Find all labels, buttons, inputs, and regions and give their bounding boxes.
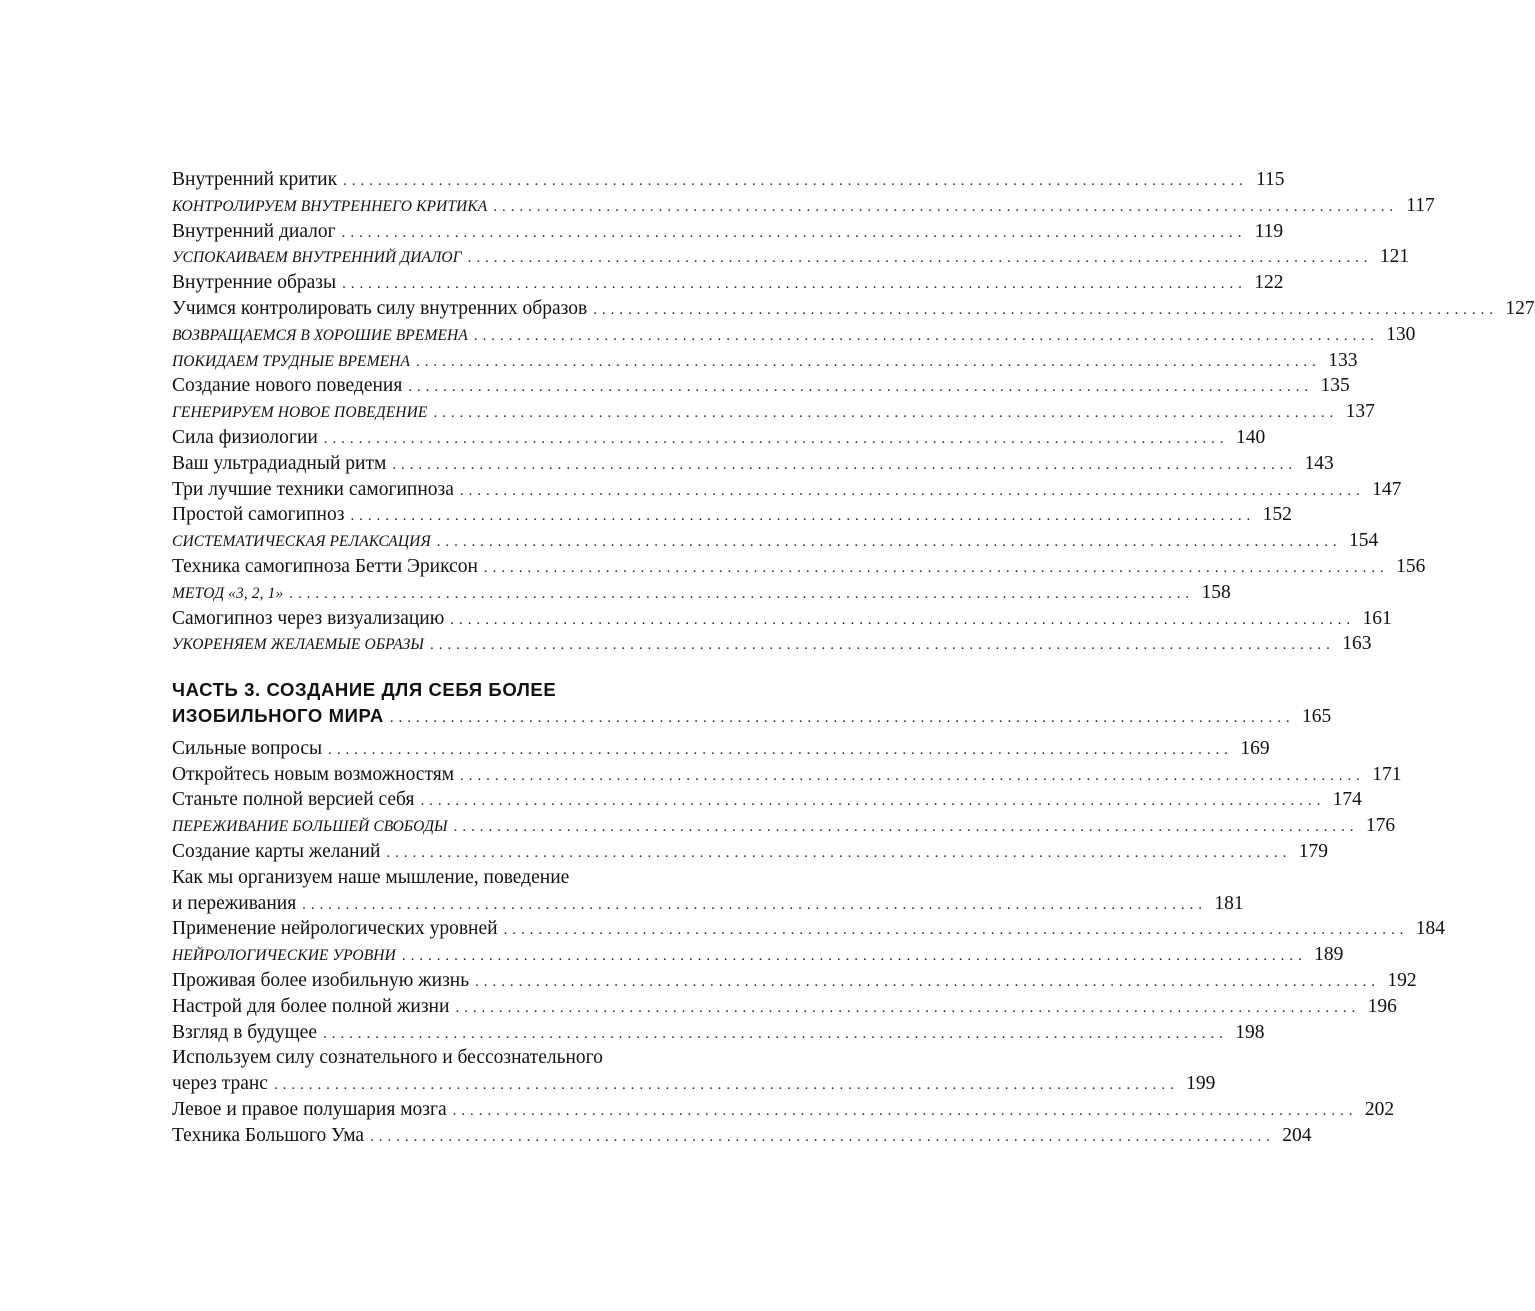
dot-leader bbox=[402, 944, 1302, 970]
toc-entry-title-line-1: Используем силу сознательного и бессознательного bbox=[172, 1047, 603, 1069]
dot-leader bbox=[350, 504, 1250, 530]
toc-entry-title: через транс bbox=[172, 1073, 268, 1095]
toc-entry-page: 127 bbox=[1505, 297, 1535, 319]
dot-leader bbox=[370, 1125, 1270, 1151]
toc-entry-title: Взгляд в будущее bbox=[172, 1021, 317, 1043]
toc-entry-title: ВОЗВРАЩАЕМСЯ В ХОРОШИЕ ВРЕМЕНА bbox=[172, 326, 468, 344]
toc-entry-page: 140 bbox=[1235, 426, 1266, 448]
toc-entry-two-line[interactable] bbox=[172, 1045, 1216, 1097]
dot-leader bbox=[474, 324, 1374, 350]
toc-entry[interactable] bbox=[172, 193, 1435, 219]
dot-leader bbox=[593, 298, 1493, 324]
dot-leader bbox=[390, 706, 1290, 732]
toc-entry-page: 147 bbox=[1372, 478, 1402, 500]
toc-entry[interactable] bbox=[172, 606, 1392, 632]
toc-entry-title: Учимся контролировать силу внутренних образов bbox=[172, 297, 588, 319]
toc-entry-title: Простой самогипноз bbox=[172, 504, 345, 526]
toc-entry-title: Применение нейрологических уровней bbox=[172, 918, 498, 940]
toc-entry-page: 204 bbox=[1282, 1124, 1312, 1146]
part-heading-line-1: ЧАСТЬ 3. СОЗДАНИЕ ДЛЯ СЕБЯ БОЛЕЕ bbox=[172, 679, 557, 701]
toc-entry[interactable] bbox=[172, 399, 1375, 425]
dot-leader bbox=[493, 195, 1393, 221]
toc-entry-title: Внутренний критик bbox=[172, 169, 338, 190]
dot-leader bbox=[484, 556, 1384, 582]
dot-leader bbox=[386, 841, 1286, 867]
toc-entry[interactable] bbox=[172, 580, 1231, 606]
toc-group-a bbox=[172, 167, 1535, 657]
toc-entry-page: 181 bbox=[1214, 892, 1244, 914]
dot-leader bbox=[342, 221, 1242, 247]
toc-entry-page: 189 bbox=[1314, 944, 1344, 966]
toc-entry-page: 133 bbox=[1328, 349, 1358, 371]
toc-entry-page: 202 bbox=[1364, 1098, 1395, 1120]
toc-entry-title: Сильные вопросы bbox=[172, 737, 323, 759]
toc-entry[interactable] bbox=[172, 528, 1379, 554]
toc-entry-page: 163 bbox=[1342, 633, 1372, 655]
toc-entry-title: ГЕНЕРИРУЕМ НОВОЕ ПОВЕДЕНИЕ bbox=[172, 404, 428, 422]
toc-entry-title: Техника самогипноза Бетти Эриксон bbox=[172, 555, 478, 577]
toc-entry[interactable] bbox=[172, 296, 1535, 322]
toc-entry-title: УСПОКАИВАЕМ ВНУТРЕННИЙ ДИАЛОГ bbox=[172, 249, 462, 267]
toc-entry[interactable] bbox=[172, 1123, 1312, 1149]
dot-leader bbox=[454, 815, 1354, 841]
toc-entry-title: Проживая более изобильную жизнь bbox=[172, 969, 470, 991]
dot-leader bbox=[430, 633, 1330, 659]
toc-entry-title: и переживания bbox=[172, 892, 297, 914]
dot-leader bbox=[450, 608, 1350, 634]
toc-entry-page: 176 bbox=[1365, 815, 1396, 837]
toc-entry-title: Внутренние образы bbox=[172, 272, 337, 294]
toc-entry[interactable] bbox=[172, 762, 1402, 788]
toc-entry-title: УКОРЕНЯЕМ ЖЕЛАЕМЫЕ ОБРАЗЫ bbox=[172, 636, 425, 654]
dot-leader bbox=[453, 1099, 1353, 1125]
dot-leader bbox=[475, 970, 1375, 996]
dot-leader bbox=[274, 1073, 1174, 1099]
dot-leader bbox=[416, 350, 1316, 376]
toc-entry[interactable] bbox=[172, 787, 1362, 813]
toc-entry[interactable] bbox=[172, 477, 1402, 503]
toc-entry-title: МЕТОД «3, 2, 1» bbox=[172, 584, 284, 602]
toc-entry-page: 179 bbox=[1298, 840, 1328, 862]
toc-entry-title: ПЕРЕЖИВАНИЕ БОЛЬШЕЙ СВОБОДЫ bbox=[172, 818, 448, 836]
dot-leader bbox=[437, 530, 1337, 556]
dot-leader bbox=[504, 918, 1404, 944]
toc-entry[interactable] bbox=[172, 942, 1344, 968]
toc-entry[interactable] bbox=[172, 502, 1292, 528]
toc-entry-page: 198 bbox=[1235, 1021, 1265, 1043]
toc-entry-page: 192 bbox=[1387, 969, 1417, 991]
toc-entry-page: 130 bbox=[1386, 323, 1416, 345]
toc-entry-title: Ваш ультрадиадный ритм bbox=[172, 452, 387, 474]
toc-entry-page: 137 bbox=[1345, 401, 1375, 423]
toc-entry-title: Станьте полной версией себя bbox=[172, 789, 415, 811]
dot-leader bbox=[408, 375, 1308, 401]
toc-entry-title: Внутренний диалог bbox=[172, 220, 336, 242]
toc-entry-title-line-2 bbox=[172, 1071, 1216, 1097]
toc-entry-title-line-1: Как мы организуем наше мышление, поведение bbox=[172, 866, 570, 888]
toc-entry-page: 117 bbox=[1406, 194, 1435, 216]
toc-entry[interactable] bbox=[172, 736, 1270, 762]
toc-entry[interactable] bbox=[172, 994, 1397, 1020]
toc-entry-title: Создание карты желаний bbox=[172, 840, 381, 862]
toc-entry-title: Три лучшие техники самогипноза bbox=[172, 478, 454, 500]
toc-entry[interactable] bbox=[172, 1097, 1395, 1123]
toc-entry[interactable] bbox=[172, 451, 1334, 477]
dot-leader bbox=[343, 169, 1243, 195]
toc-entry-page: 165 bbox=[1302, 705, 1332, 727]
toc-entry-two-line[interactable] bbox=[172, 865, 1244, 917]
toc-entry-title: КОНТРОЛИРУЕМ ВНУТРЕННЕГО КРИТИКА bbox=[172, 197, 488, 215]
toc-entry-page: 143 bbox=[1304, 452, 1334, 474]
toc-entry-page: 122 bbox=[1254, 272, 1284, 294]
dot-leader bbox=[302, 893, 1202, 919]
toc-entry-page: 121 bbox=[1379, 246, 1410, 268]
toc-entry-title: Сила физиологии bbox=[172, 426, 318, 448]
toc-entry[interactable] bbox=[172, 1020, 1265, 1046]
toc-entry-title: НЕЙРОЛОГИЧЕСКИЕ УРОВНИ bbox=[172, 947, 396, 965]
toc-entry-title: Откройтесь новым возможностям bbox=[172, 763, 455, 785]
toc-entry[interactable] bbox=[172, 167, 1285, 193]
toc-entry[interactable] bbox=[172, 916, 1446, 942]
toc-entry-title-line-2 bbox=[172, 891, 1244, 917]
dot-leader bbox=[289, 582, 1189, 608]
toc-entry-page: 199 bbox=[1186, 1073, 1216, 1095]
toc-entry[interactable] bbox=[172, 425, 1266, 451]
toc-entry-page: 174 bbox=[1332, 789, 1362, 811]
dot-leader bbox=[433, 401, 1333, 427]
dot-leader bbox=[328, 738, 1228, 764]
toc-entry-page: 135 bbox=[1320, 375, 1350, 397]
dot-leader bbox=[420, 789, 1320, 815]
toc-entry-page: 161 bbox=[1362, 607, 1392, 629]
toc-entry[interactable] bbox=[172, 270, 1284, 296]
dot-leader bbox=[468, 246, 1368, 272]
toc-entry[interactable] bbox=[172, 219, 1284, 245]
dot-leader bbox=[324, 427, 1224, 453]
toc-entry-page: 184 bbox=[1415, 918, 1446, 940]
toc-entry[interactable] bbox=[172, 813, 1396, 839]
toc-entry[interactable] bbox=[172, 348, 1358, 374]
toc-entry[interactable] bbox=[172, 373, 1350, 399]
toc-entry-title: Настрой для более полной жизни bbox=[172, 995, 450, 1017]
dot-leader bbox=[392, 453, 1292, 479]
table-of-contents bbox=[172, 167, 1535, 1148]
toc-entry-page: 158 bbox=[1201, 581, 1231, 603]
toc-entry[interactable] bbox=[172, 839, 1328, 865]
toc-entry-title: Самогипноз через визуализацию bbox=[172, 607, 445, 629]
toc-entry[interactable] bbox=[172, 968, 1417, 994]
part-heading-line-2 bbox=[172, 703, 1332, 729]
toc-entry[interactable] bbox=[172, 631, 1372, 657]
toc-entry-page: 196 bbox=[1367, 995, 1397, 1017]
toc-entry-page: 119 bbox=[1254, 220, 1284, 242]
toc-entry-page: 169 bbox=[1240, 737, 1270, 759]
toc-entry-title: Техника Большого Ума bbox=[172, 1124, 365, 1146]
toc-entry-title: ПОКИДАЕМ ТРУДНЫЕ ВРЕМЕНА bbox=[172, 352, 411, 370]
toc-entry-page: 115 bbox=[1256, 169, 1285, 190]
dot-leader bbox=[460, 479, 1360, 505]
toc-entry-title: Создание нового поведения bbox=[172, 375, 403, 397]
toc-entry-page: 171 bbox=[1372, 763, 1402, 785]
toc-entry-title: СИСТЕМАТИЧЕСКАЯ РЕЛАКСАЦИЯ bbox=[172, 533, 431, 551]
part-heading-title: ИЗОБИЛЬНОГО МИРА bbox=[172, 704, 384, 726]
toc-entry[interactable] bbox=[172, 322, 1416, 348]
toc-entry[interactable] bbox=[172, 554, 1426, 580]
dot-leader bbox=[460, 764, 1360, 790]
part-heading[interactable] bbox=[172, 677, 1332, 729]
dot-leader bbox=[323, 1022, 1223, 1048]
toc-entry[interactable] bbox=[172, 244, 1410, 270]
toc-entry-page: 156 bbox=[1396, 555, 1426, 577]
dot-leader bbox=[455, 996, 1355, 1022]
toc-entry-title: Левое и правое полушария мозга bbox=[172, 1098, 447, 1120]
toc-entry-page: 154 bbox=[1348, 530, 1379, 552]
toc-entry-page: 152 bbox=[1262, 504, 1292, 526]
dot-leader bbox=[342, 272, 1242, 298]
toc-group-b bbox=[172, 736, 1446, 1149]
